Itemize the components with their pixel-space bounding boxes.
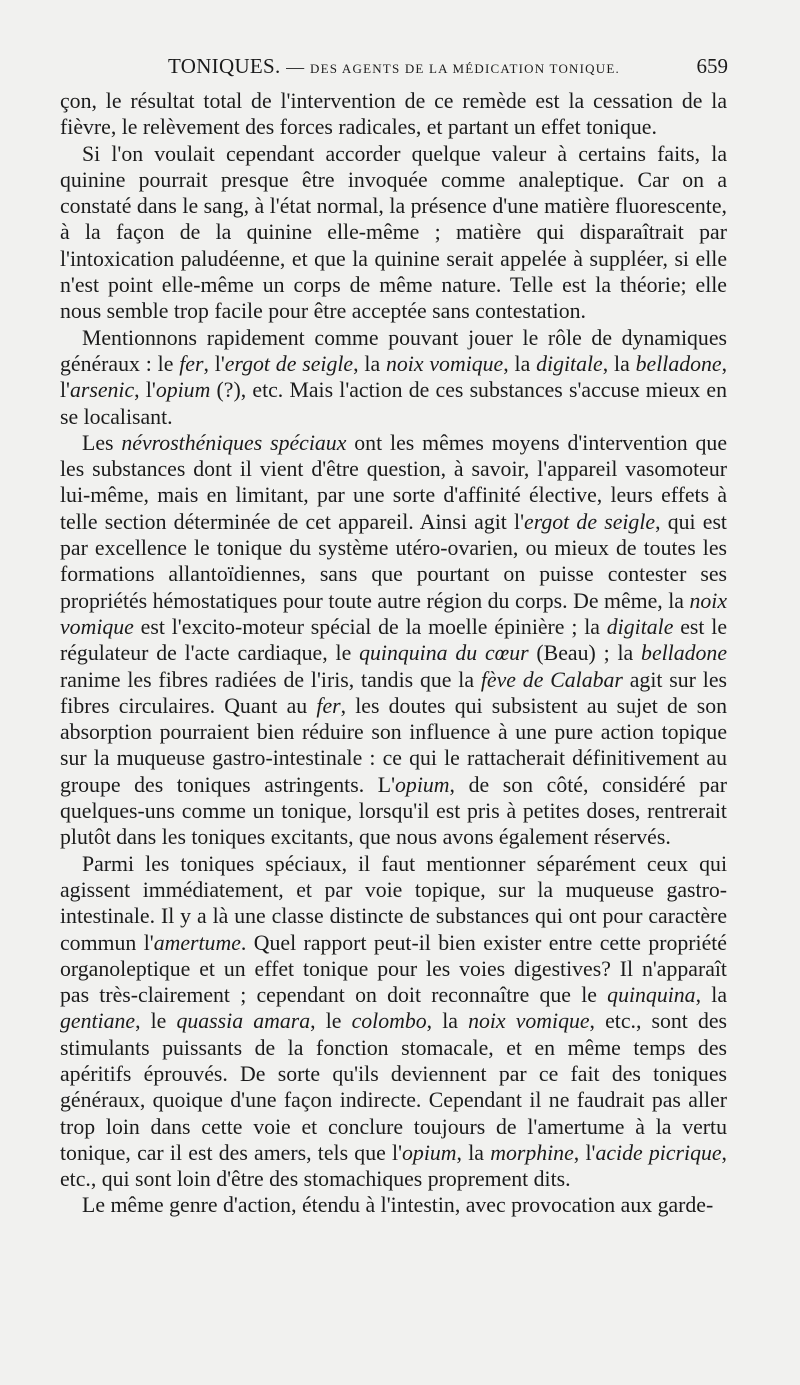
text-run: Le même genre d'action, étendu à l'intestin, avec provocation aux garde- (82, 1193, 714, 1218)
text-run: , la (602, 351, 636, 376)
text-run: , l' (573, 1140, 596, 1165)
paragraph (60, 141, 727, 325)
italic-term: belladone (641, 641, 727, 666)
body-text (60, 88, 727, 1219)
italic-term: quinquina du cœur (359, 641, 529, 666)
italic-term: fer (179, 351, 204, 376)
italic-term: noix vomique (468, 1009, 590, 1034)
text-run: , de son côté, considéré par quelques-uns comme un tonique, lorsqu'il est pris à petites doses, rentrerait plutôt dans les toniques excitants, que nous avons également réservés. (60, 772, 727, 850)
text-run: çon, le résultat total de l'intervention de ce remède est la cessation de la fièvre, le relèvement des forces radicales, et partant un effet tonique. (60, 89, 727, 140)
italic-term: digitale (606, 614, 674, 639)
text-run: ranime les fibres radiées de l'iris, tandis que la (60, 667, 481, 692)
italic-term: quinquina (607, 983, 696, 1008)
running-header (60, 54, 728, 84)
text-run: , la (456, 1140, 491, 1165)
text-run: , la (426, 1009, 469, 1034)
italic-term: opium (402, 1140, 457, 1165)
text-run: , etc., qui sont loin d'être des stomachiques proprement dits. (60, 1140, 727, 1192)
italic-term: noix vomique (60, 588, 727, 639)
text-run: Les (82, 430, 122, 455)
paragraph (60, 851, 727, 1193)
text-run: , le (310, 1009, 352, 1034)
italic-term: noix vomique (386, 351, 504, 376)
text-run: , qui est par excellence le tonique du système utéro-ovarien, ou mieux de toutes les formations allantoïdiennes, sans que pourtant on puisse contester ses propriétés hémostatiques pour toute autre région du corps. De même, la (60, 509, 727, 613)
text-run: Mentionnons rapidement comme pouvant jouer le rôle de dynamiques généraux : le (60, 325, 727, 376)
text-run: Parmi les toniques spéciaux, il faut mentionner séparément ceux qui agissent immédiatement, et par voie topique, sur la muqueuse gastro-intestinale. Il y a là une classe distincte de substances qui ont pour caractère commun l' (60, 851, 727, 955)
text-run: ont les mêmes moyens d'intervention que les substances dont il vient d'être question, à savoir, l'appareil vasomoteur lui-même, mais en limitant, par une sorte d'affinité élective, leurs effets à telle section déterminée de cet appareil. Ainsi agit l' (60, 430, 727, 534)
italic-term: colombo (351, 1009, 427, 1034)
italic-term: gentiane (60, 1009, 136, 1034)
paragraph (60, 1192, 727, 1218)
italic-term: opium (395, 772, 450, 797)
italic-term: quassia amara (176, 1009, 311, 1034)
text-run: , l' (203, 351, 225, 376)
paragraph (60, 430, 727, 851)
italic-term: belladone (635, 351, 722, 376)
paragraph (60, 325, 727, 430)
paragraph (60, 88, 727, 141)
text-run: , le (135, 1009, 177, 1034)
text-run: est le régulateur de l'acte cardiaque, le (60, 614, 727, 666)
text-run: Si l'on voulait cependant accorder quelque valeur à certains faits, la quinine pourrait presque être invoquée comme analeptique. Car on a constaté dans le sang, à l'état normal, la présence d'une matière fluorescente, à la façon de la quinine elle-même ; matière qui disparaîtrait par l'intoxication paludéenne, et que la quinine serait appelée à suppléer, si elle n'est point elle-même un corps de même nature. Telle est la théorie; elle nous semble trop facile pour être acceptée sans contestation. (60, 141, 727, 324)
header-dash: — (286, 57, 305, 77)
italic-term: névrosthéniques spéciaux (121, 430, 347, 455)
text-run: (?), etc. Mais l'action de ces substances s'accuse mieux en se localisant. (60, 378, 727, 429)
italic-term: fer (316, 693, 341, 718)
italic-term: fève de Calabar (480, 667, 623, 692)
header-subtitle: DES AGENTS DE LA MÉDICATION TONIQUE. (310, 61, 620, 76)
page-number: 659 (696, 54, 728, 78)
text-run: , la (695, 983, 727, 1008)
running-title (168, 54, 620, 79)
italic-term: arsenic (69, 378, 135, 403)
text-run: est l'excito-moteur spécial de la moelle épinière ; la (133, 614, 607, 639)
text-run: , les doutes qui subsistent au sujet de son absorption pourraient bien réduire son influence à une pure action topique sur la muqueuse gastro-intestinale : ce qui le rattacherait définitivement au groupe des toniques astringents. L' (60, 693, 727, 797)
italic-term: digitale (536, 351, 603, 376)
italic-term: morphine (490, 1140, 574, 1165)
text-run: , la (503, 351, 537, 376)
text-run: , etc., sont des stimulants puissants de la fonction stomacale, et en même temps des apéritifs éprouvés. De sorte qu'ils deviennent par ce fait des toniques généraux, quoique d'une façon indirecte. Cependant il ne faudrait pas aller trop loin dans cette voie et conclure toujours de l'amertume à la vertu tonique, car il est des amers, tels que l' (60, 1009, 728, 1165)
header-title: TONIQUES. (168, 54, 281, 78)
text-run: , l' (134, 378, 156, 403)
italic-term: acide picrique (595, 1140, 722, 1165)
text-run: , l' (60, 351, 728, 403)
text-run: (Beau) ; la (528, 641, 642, 666)
text-run: , la (353, 351, 386, 376)
text-run: agit sur les fibres circulaires. Quant au (60, 667, 727, 718)
italic-term: amertume (153, 930, 241, 955)
italic-term: ergot de seigle (524, 509, 656, 534)
italic-term: opium (155, 378, 211, 403)
italic-term: ergot de seigle (224, 351, 354, 376)
text-run: . Quel rapport peut-il bien exister entre cette propriété organoleptique et un effet tonique pour les voies digestives? Il n'apparaît pas très-clairement ; cependant on doit reconnaître que le (60, 930, 727, 1008)
